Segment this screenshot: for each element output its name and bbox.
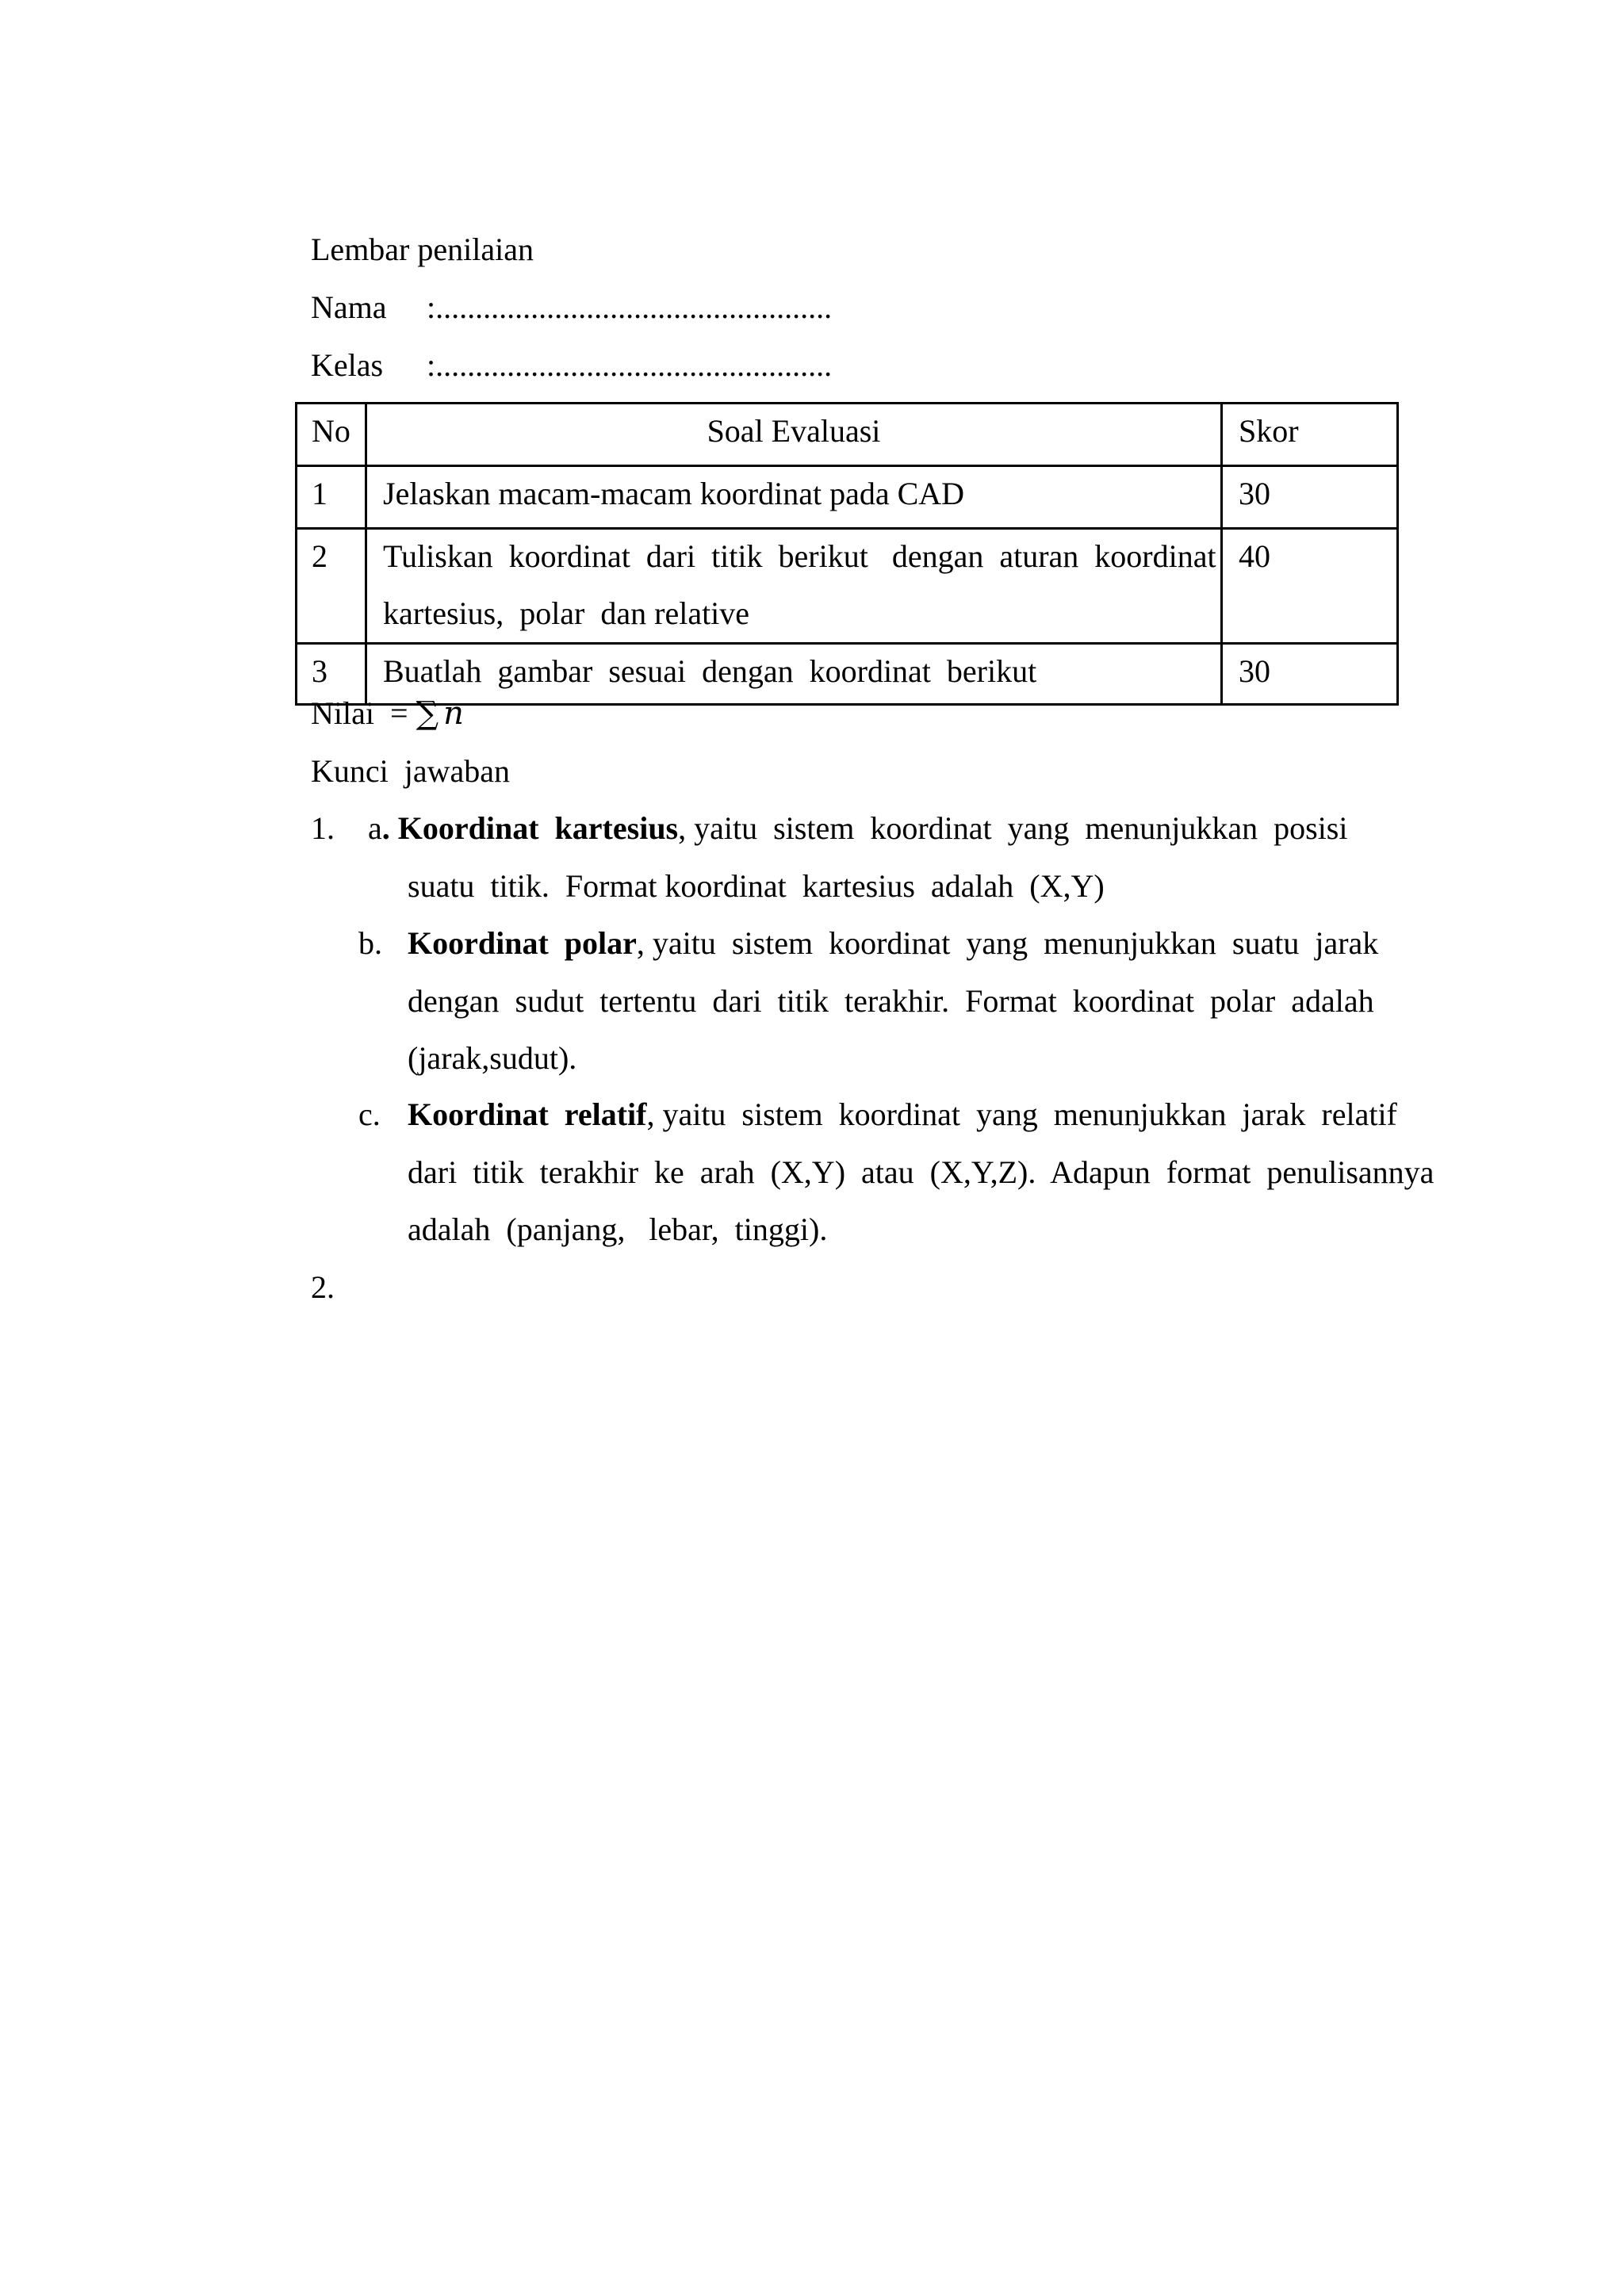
answer-1b-marker: b. bbox=[358, 925, 382, 961]
row-skor: 40 bbox=[1222, 529, 1398, 644]
row-no: 2 bbox=[297, 529, 366, 644]
answer-1b-text: , yaitu sistem koordinat yang menunjukkan suatu jarak bbox=[636, 925, 1379, 961]
answer-item-1-number: 1. bbox=[311, 810, 335, 846]
answer-1c-term: Koordinat relatif bbox=[408, 1096, 647, 1132]
header-skor: Skor bbox=[1222, 404, 1398, 466]
row-no: 1 bbox=[297, 466, 366, 529]
answer-1c-line3: adalah (panjang, lebar, tinggi). bbox=[408, 1211, 828, 1247]
table-row bbox=[297, 529, 1398, 644]
table-row bbox=[297, 466, 1398, 529]
header-soal-evaluasi: Soal Evaluasi bbox=[366, 404, 1222, 466]
row-skor: 30 bbox=[1222, 644, 1398, 705]
answer-1c-text: , yaitu sistem koordinat yang menunjukkan jarak relatif bbox=[646, 1096, 1397, 1132]
formula-variable: n bbox=[443, 695, 464, 732]
row-soal bbox=[366, 644, 1222, 705]
header-no: No bbox=[297, 404, 366, 466]
answer-1a-line2: suatu titik. Format koordinat kartesius adalah (X,Y) bbox=[408, 868, 1105, 904]
sigma-symbol: ∑ bbox=[416, 695, 439, 732]
row-soal-line1: Tuliskan koordinat dari titik berikut dengan aturan koordinat bbox=[383, 538, 1216, 574]
table-header-row bbox=[297, 404, 1398, 466]
kelas-field: :.................................................. bbox=[427, 347, 833, 383]
answer-1b-term: Koordinat polar bbox=[408, 925, 637, 961]
nama-label: Nama bbox=[311, 289, 387, 325]
answer-item-2-number: 2. bbox=[311, 1269, 335, 1305]
row-no: 3 bbox=[297, 644, 366, 705]
row-soal-text: Buatlah gambar sesuai dengan koordinat berikut bbox=[383, 653, 1037, 689]
evaluation-table bbox=[295, 402, 1399, 706]
nilai-label: Nilai = bbox=[311, 695, 416, 731]
answer-1b-line1 bbox=[408, 924, 1378, 962]
row-soal-text: Jelaskan macam-macam koordinat pada CAD bbox=[383, 476, 965, 511]
nama-field: :.................................................. bbox=[427, 289, 833, 325]
answer-1b-line3: (jarak,sudut). bbox=[408, 1040, 577, 1076]
row-soal-line2: kartesius, polar dan relative bbox=[383, 595, 750, 631]
answer-1c-marker: c. bbox=[358, 1096, 381, 1132]
row-skor: 30 bbox=[1222, 466, 1398, 529]
answer-1a-text: , yaitu sistem koordinat yang menunjukkan posisi bbox=[678, 810, 1348, 846]
answer-1a-term: . Koordinat kartesius bbox=[381, 810, 679, 846]
kelas-label: Kelas bbox=[311, 347, 384, 383]
nilai-formula bbox=[311, 695, 464, 733]
row-soal bbox=[366, 466, 1222, 529]
answer-1c-line1 bbox=[408, 1096, 1397, 1134]
answer-1a-marker: a bbox=[368, 810, 382, 846]
answer-1a-line1 bbox=[368, 809, 1347, 848]
page-heading: Lembar penilaian bbox=[311, 232, 534, 267]
row-soal bbox=[366, 529, 1222, 644]
answer-key-title: Kunci jawaban bbox=[311, 753, 511, 789]
answer-1b-line2: dengan sudut tertentu dari titik terakhir. Format koordinat polar adalah bbox=[408, 983, 1374, 1019]
answer-1c-line2: dari titik terakhir ke arah (X,Y) atau (X,Y,Z). Adapun format penulisannya bbox=[408, 1154, 1434, 1190]
